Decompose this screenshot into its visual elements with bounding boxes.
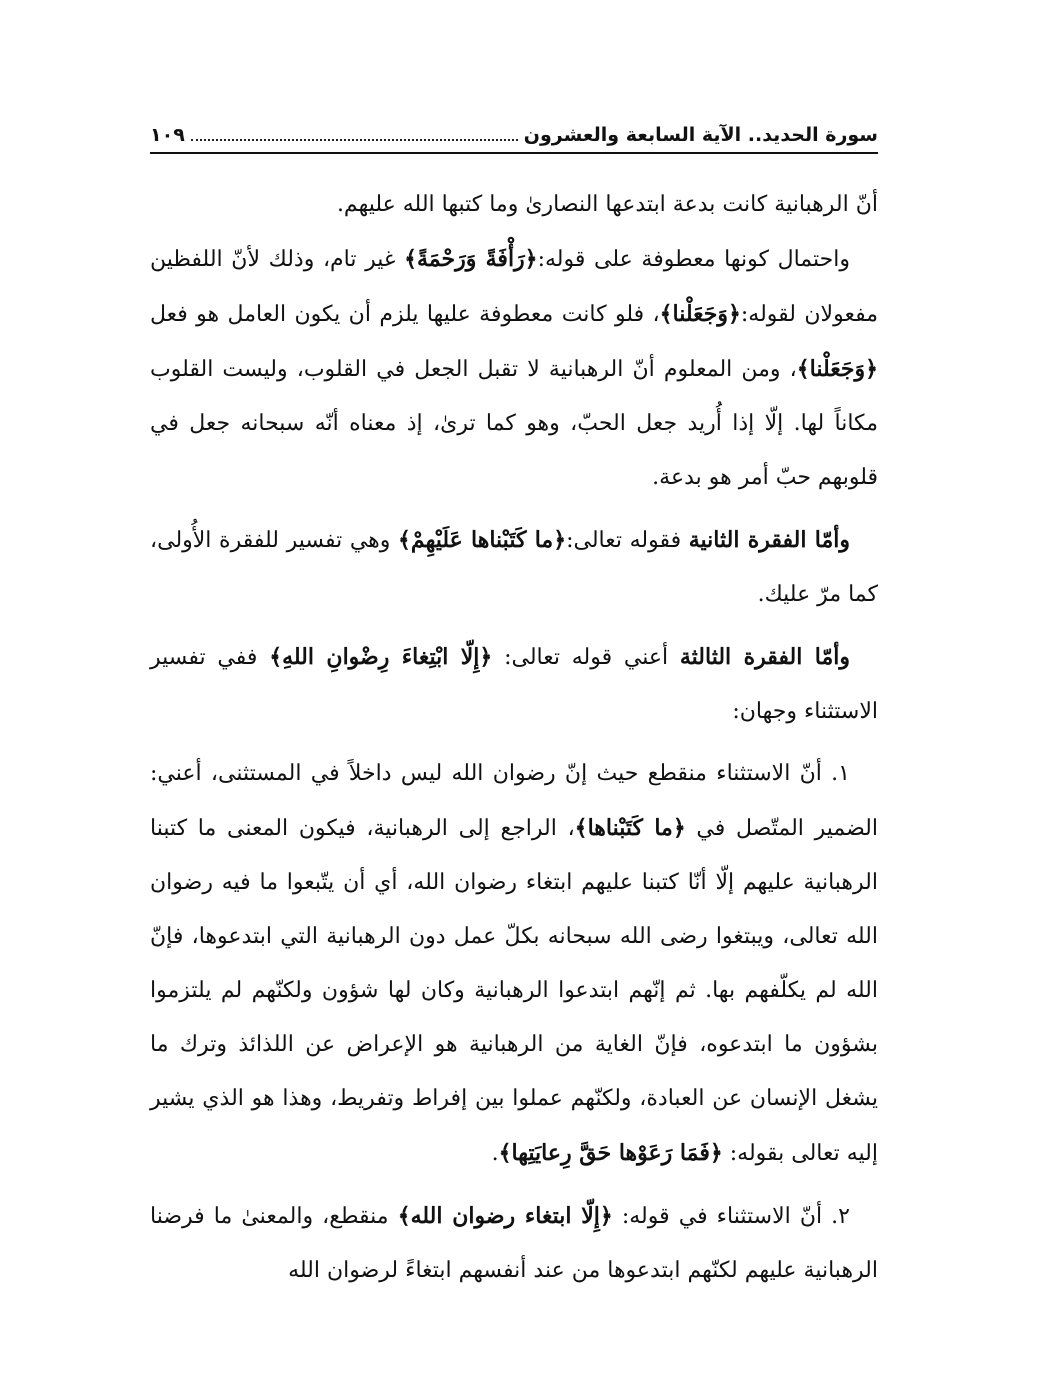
paragraph-text: ، ومن المعلوم أنّ الرهبانية لا تقبل الجعل في القلوب، وليست القلوب مكاناً لها. إلّا إذا أُريد جعل الحبّ، وهو كما ترىٰ، إذ معناه أنّه سبحانه جعل في قلوبهم حبّ أمر هو بدعة. (150, 357, 878, 490)
leader-dots (191, 139, 518, 141)
paragraph-text: ١. أنّ الاستثناء منقطع حيث إنّ رضوان الله ليس داخلاً في المستثنى، أعني: الضمير المتّصل في (150, 761, 878, 841)
paragraph (150, 630, 878, 739)
quran-quote: ﴿ما كَتَبْناها﴾ (574, 815, 686, 841)
running-header (150, 108, 878, 148)
section-lead: وأمّا الفقرة الثالثة (679, 644, 851, 670)
paragraph-text: فقوله تعالى: (566, 528, 689, 553)
quran-quote: ﴿إِلّا ابْتِغاءَ رِضْوانِ اللهِ﴾ (269, 644, 493, 670)
quran-quote: ﴿فَمَا رَعَوْها حَقَّ رِعايَتِها﴾ (498, 1140, 723, 1166)
paragraph-text: أنّ الرهبانية كانت بدعة ابتدعها النصارىٰ وما كتبها الله عليهم. (336, 192, 878, 217)
chapter-title: سورة الحديد.. الآية السابعة والعشرون (523, 124, 878, 146)
quran-quote: ﴿وَجَعَلْنا﴾ (659, 301, 741, 327)
paragraph-text: . (491, 1141, 499, 1166)
header-rule (150, 152, 878, 154)
paragraph (150, 747, 878, 1181)
paragraph-text: أعني قوله تعالى: (492, 645, 680, 670)
paragraph-text: غير تام، وذلك لأنّ اللفظين مفعولان لقوله: (150, 247, 878, 327)
paragraph-text: ٢. أنّ الاستثناء في قوله: (612, 1204, 850, 1229)
paragraph (150, 178, 878, 232)
quran-quote: ﴿رَأْفَةً وَرَحْمَةً﴾ (404, 246, 538, 272)
paragraph-text: ، فلو كانت معطوفة عليها يلزم أن يكون العامل هو فعل (150, 302, 660, 327)
quran-quote: ﴿وَجَعَلْنا﴾ (796, 356, 878, 382)
paragraph-text: ففي تفسير الاستثناء وجهان: (150, 645, 878, 724)
paragraph-text: ، الراجع إلى الرهبانية، فيكون المعنى ما كتبنا الرهبانية عليهم إلّا أنّا كتبنا عليهم ابتغاء رضوان الله، أي أن يتّبعوا ما فيه رضوان الله تعالى، ويبتغوا رضى الله سبحانه بكلّ عمل دون الرهبانية التي ابتدعوها، فإنّ الله لم يكلّفهم بها. ثم إنّهم ابتدعوا الرهبانية وكان لها شؤون ولكنّهم لم يلتزموا بشؤون ما ابتدعوه، فإنّ الغاية من الرهبانية هو الإعراض عن اللذائذ وترك ما يشغل الإنسان عن العبادة، ولكنّهم عملوا بين إفراط وتفريط، وهذا هو الذي يشير إليه تعالى بقوله: (150, 816, 879, 1166)
page-number: ١٠٩ (150, 124, 185, 146)
paragraph-text: واحتمال كونها معطوفة على قوله: (537, 247, 850, 272)
quran-quote: ﴿إِلّا ابتغاء رضوان الله﴾ (397, 1203, 613, 1229)
paragraph-text: منقطع، والمعنىٰ ما فرضنا الرهبانية عليهم لكنّهم ابتدعوها من عند أنفسهم ابتغاءً لرضوان الله (150, 1204, 878, 1283)
section-lead: وأمّا الفقرة الثانية (688, 527, 850, 553)
paragraph (150, 513, 878, 622)
paragraph (150, 232, 878, 505)
page-body (150, 178, 878, 1298)
paragraph-text: وهي تفسير للفقرة الأُولى، كما مرّ عليك. (150, 528, 878, 607)
paragraph (150, 1189, 878, 1298)
quran-quote: ﴿ما كَتَبْناها عَلَيْهِمْ﴾ (398, 527, 567, 553)
